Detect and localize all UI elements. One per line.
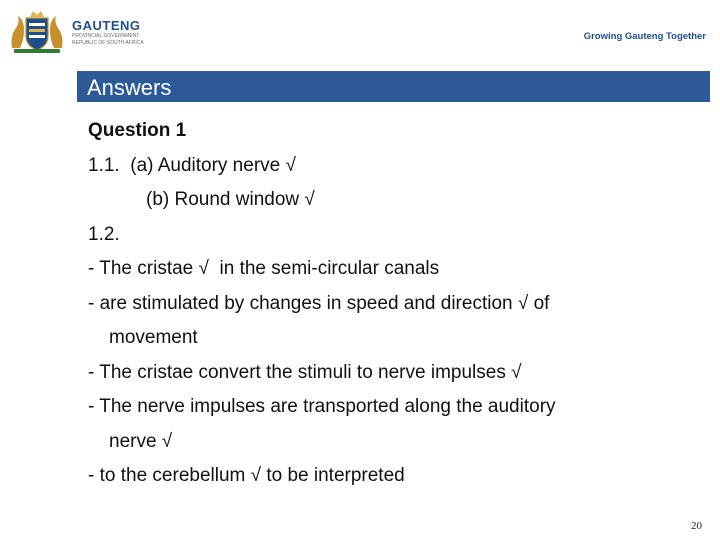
question-heading: Question 1 (88, 120, 187, 141)
gauteng-logo (8, 8, 144, 56)
page-number: 20 (691, 520, 702, 532)
answer-line: - The cristae convert the stimuli to nerve impulses √ (88, 361, 522, 383)
logo-subtitle: PROVINCIAL GOVERNMENT (72, 32, 140, 39)
tagline: Growing Gauteng Together (583, 31, 706, 42)
answer-line: - The nerve impulses are transported along the auditory (88, 396, 556, 417)
title-bar (77, 71, 710, 102)
answer-line: 1.1. (a) Auditory nerve √ (88, 154, 296, 176)
answer-line-continuation: movement (109, 327, 198, 348)
logo-text (72, 19, 144, 46)
answer-line-continuation: nerve √ (109, 430, 173, 452)
slide-title: Answers (87, 75, 172, 100)
answer-line: - are stimulated by changes in speed and direction √ of (88, 292, 550, 314)
logo-subtitle-country: REPUBLIC OF SOUTH AFRICA (72, 39, 144, 46)
answer-body (88, 114, 688, 494)
answer-line: - The cristae √ in the semi-circular canals (88, 258, 440, 279)
answer-line: (b) Round window √ (146, 189, 315, 210)
logo-wordmark: GAUTENG (72, 17, 141, 33)
coat-of-arms-icon (8, 8, 66, 56)
answer-line: 1.2. (88, 223, 120, 245)
answer-line: - to the cerebellum √ to be interpreted (88, 465, 405, 486)
